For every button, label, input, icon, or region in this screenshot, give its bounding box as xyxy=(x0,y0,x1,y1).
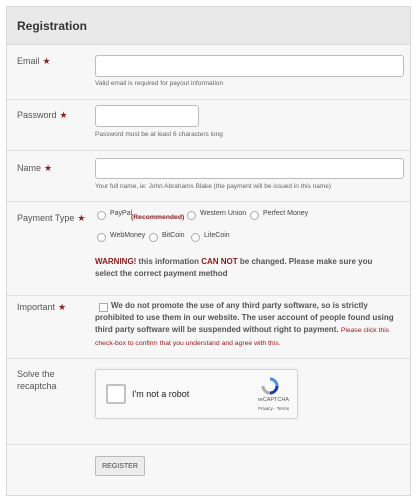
recaptcha-widget xyxy=(95,369,298,419)
register-button[interactable]: REGISTER xyxy=(95,456,145,476)
name-field[interactable] xyxy=(95,158,404,179)
required-star-icon: ★ xyxy=(42,56,51,66)
important-label: Important xyxy=(17,302,56,312)
password-row xyxy=(7,99,410,151)
name-row xyxy=(7,150,410,202)
payment-warning: WARNING! this information CAN NOT be changed. Please make sure you select the correct payment method xyxy=(95,257,373,278)
name-label: Name xyxy=(17,163,42,173)
password-help: Password must be at least 6 characters long xyxy=(95,131,223,138)
option-perfect-money-label: Perfect Money xyxy=(263,210,309,217)
radio-webmoney[interactable] xyxy=(97,233,106,242)
password-label: Password xyxy=(17,110,57,120)
recaptcha-checkbox[interactable] xyxy=(106,384,126,404)
recaptcha-logo-icon xyxy=(261,377,279,395)
radio-litecoin[interactable] xyxy=(191,233,200,242)
option-litecoin-label: LiteCoin xyxy=(204,232,230,239)
recaptcha-text: I'm not a robot xyxy=(132,389,190,399)
name-help: Your full name, ie: John Abrahams Blake (the payment will be issued in this name) xyxy=(95,183,332,190)
recaptcha-brand: reCAPTCHA xyxy=(257,397,289,403)
radio-perfect-money[interactable] xyxy=(250,211,259,220)
required-star-icon: ★ xyxy=(44,163,53,173)
required-star-icon: ★ xyxy=(77,213,86,223)
required-star-icon: ★ xyxy=(58,302,67,312)
important-text: We do not promote the use of any third party software, so is strictly prohibited to use them in our website. The user account of people found using third party software will be suspended without right to payment. Please click this check-box to confirm that you understand and agree with this. xyxy=(95,301,394,347)
radio-bitcoin[interactable] xyxy=(149,233,158,242)
option-paypal-label: PayPal xyxy=(110,210,133,217)
payment-type-row xyxy=(7,201,410,296)
email-field[interactable] xyxy=(95,55,404,77)
email-label: Email xyxy=(17,56,40,66)
option-western-union-label: Western Union xyxy=(200,210,247,217)
captcha-label: Solve the recaptcha xyxy=(17,369,57,391)
email-help: Valid email is required for payout information xyxy=(95,80,224,87)
panel-title: Registration xyxy=(7,7,410,45)
option-bitcoin-label: BitCoin xyxy=(162,232,185,239)
required-star-icon: ★ xyxy=(59,110,68,120)
recommended-note: (Recommended) xyxy=(131,214,185,221)
registration-panel xyxy=(6,6,411,496)
radio-western-union[interactable] xyxy=(187,211,196,220)
radio-paypal[interactable] xyxy=(97,211,106,220)
email-row xyxy=(7,45,410,100)
payment-type-label: Payment Type xyxy=(17,213,75,223)
important-row xyxy=(7,295,410,359)
important-note: Please click this check-box to confirm that you understand and agree with this. xyxy=(95,327,390,347)
password-field[interactable] xyxy=(95,105,199,127)
recaptcha-terms[interactable]: Privacy - Terms xyxy=(258,406,289,411)
option-webmoney-label: WebMoney xyxy=(110,232,146,239)
